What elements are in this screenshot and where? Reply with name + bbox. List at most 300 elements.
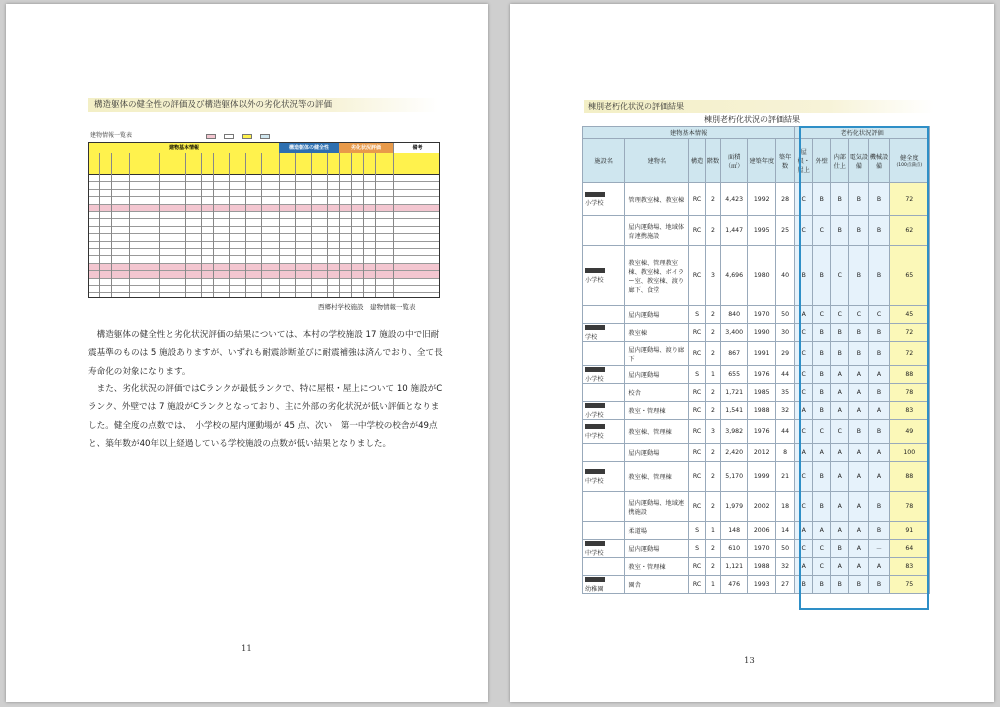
cell-building: 柔道場: [625, 522, 689, 540]
cell-wall: B: [813, 183, 831, 216]
cell-structure: S: [689, 540, 706, 558]
cell-age: 44: [776, 366, 795, 384]
cell-interior: B: [831, 342, 849, 366]
cell-wall: A: [813, 522, 831, 540]
cell-area: 840: [720, 306, 748, 324]
cell-structure: RC: [689, 444, 706, 462]
col-roof: 屋根・屋上: [795, 139, 813, 183]
paragraph-structural: 構造躯体の健全性と劣化状況評価の結果については、本村の学校施設 17 施設の中で旧耐震基準のものは 5 施設ありますが、いずれも耐震診断並びに耐震補強は済んでおり、全て長寿命化の対象になります。: [88, 330, 443, 377]
cell-structure: RC: [689, 216, 706, 246]
mini-table-row: [89, 219, 439, 226]
cell-electric: A: [849, 384, 869, 402]
table-caption: 棟別老朽化状況の評価結果: [704, 115, 800, 124]
table-row: [583, 444, 930, 462]
cell-area: 476: [720, 576, 748, 594]
cell-score: 49: [889, 420, 929, 444]
cell-facility: [583, 246, 625, 306]
table-row: [583, 402, 930, 420]
cell-age: 21: [776, 462, 795, 492]
cell-wall: C: [813, 540, 831, 558]
cell-area: 5,170: [720, 462, 748, 492]
cell-roof: A: [795, 558, 813, 576]
facility-name: 幼稚園: [585, 585, 604, 593]
cell-structure: RC: [689, 342, 706, 366]
cell-facility: [583, 420, 625, 444]
col-structure: 構造: [689, 139, 706, 183]
col-electric: 電気設備: [849, 139, 869, 183]
cell-floors: 2: [706, 444, 721, 462]
cell-mechanical: B: [869, 576, 889, 594]
cell-mechanical: A: [869, 366, 889, 384]
cell-area: 867: [720, 342, 748, 366]
col-floors: 階数: [706, 139, 721, 183]
cell-building: 屋内運動場、渡り廊下: [625, 342, 689, 366]
cell-building: 管理教室棟、教室棟: [625, 183, 689, 216]
cell-roof: C: [795, 324, 813, 342]
group-header-basic: 建物基本情報: [583, 127, 795, 139]
cell-year: 1970: [748, 540, 776, 558]
cell-mechanical: B: [869, 246, 889, 306]
mini-table-gridline: [159, 153, 160, 297]
mini-band-basic: 建物基本情報: [89, 143, 279, 153]
mini-table-subheader: [89, 153, 439, 175]
section-heading: 構造躯体の健全性の評価及び構造躯体以外の劣化状況等の評価: [88, 98, 438, 112]
cell-year: 1980: [748, 246, 776, 306]
cell-year: 2012: [748, 444, 776, 462]
cell-electric: B: [849, 324, 869, 342]
cell-area: 610: [720, 540, 748, 558]
cell-score: 72: [889, 324, 929, 342]
mini-table-gridline: [245, 153, 246, 297]
cell-roof: B: [795, 576, 813, 594]
cell-floors: 2: [706, 306, 721, 324]
cell-building: 教室棟、管理棟: [625, 420, 689, 444]
cell-area: 1,447: [720, 216, 748, 246]
cell-score: 83: [889, 402, 929, 420]
cell-building: 園舎: [625, 576, 689, 594]
cell-wall: B: [813, 462, 831, 492]
cell-year: 1995: [748, 216, 776, 246]
cell-mechanical: A: [869, 402, 889, 420]
cell-area: 1,721: [720, 384, 748, 402]
cell-floors: 1: [706, 366, 721, 384]
mini-table-gridline: [351, 153, 352, 297]
cell-wall: B: [813, 576, 831, 594]
mini-table-source: 西郷村学校施設 建物情報一覧表: [318, 303, 416, 311]
cell-facility: [583, 324, 625, 342]
document-page-right: [510, 4, 994, 702]
mini-table-legend: [206, 133, 272, 139]
cell-year: 1988: [748, 402, 776, 420]
facility-name: 中学校: [585, 549, 604, 557]
mini-table-gridline: [327, 153, 328, 297]
cell-facility: [583, 384, 625, 402]
cell-roof: A: [795, 402, 813, 420]
cell-roof: A: [795, 522, 813, 540]
cell-interior: B: [831, 576, 849, 594]
redaction-mark: [585, 577, 605, 582]
cell-roof: A: [795, 306, 813, 324]
cell-wall: B: [813, 324, 831, 342]
mini-table-row: [89, 242, 439, 249]
page-number-left: 11: [241, 644, 252, 654]
cell-interior: A: [831, 492, 849, 522]
mini-table-row: [89, 197, 439, 204]
cell-wall: B: [813, 402, 831, 420]
cell-interior: A: [831, 522, 849, 540]
cell-floors: 2: [706, 462, 721, 492]
cell-year: 1976: [748, 420, 776, 444]
cell-age: 28: [776, 183, 795, 216]
cell-roof: A: [795, 444, 813, 462]
cell-floors: 2: [706, 492, 721, 522]
cell-year: 1988: [748, 558, 776, 576]
col-building: 建物名: [625, 139, 689, 183]
table-row: [583, 576, 930, 594]
cell-score: 64: [889, 540, 929, 558]
cell-roof: B: [795, 246, 813, 306]
cell-floors: 2: [706, 183, 721, 216]
mini-table-row: [89, 279, 439, 286]
mini-table-row: [89, 205, 439, 212]
cell-score: 75: [889, 576, 929, 594]
cell-score: 72: [889, 183, 929, 216]
mini-table-caption: 建物情報一覧表: [90, 132, 133, 139]
cell-wall: C: [813, 420, 831, 444]
cell-facility: [583, 492, 625, 522]
cell-mechanical: A: [869, 444, 889, 462]
cell-interior: B: [831, 324, 849, 342]
cell-floors: 2: [706, 540, 721, 558]
facility-name: 中学校: [585, 432, 604, 440]
table-row: [583, 384, 930, 402]
mini-table-gridline: [311, 153, 312, 297]
table-row: [583, 183, 930, 216]
redaction-mark: [585, 424, 605, 429]
cell-interior: B: [831, 540, 849, 558]
mini-table-gridline: [375, 153, 376, 297]
group-header-eval: 老朽化状況評価: [795, 127, 930, 139]
redaction-mark: [585, 325, 605, 330]
cell-year: 1992: [748, 183, 776, 216]
cell-interior: A: [831, 444, 849, 462]
cell-floors: 3: [706, 420, 721, 444]
facility-name: 小学校: [585, 276, 604, 284]
cell-electric: B: [849, 216, 869, 246]
cell-age: 50: [776, 306, 795, 324]
cell-score: 65: [889, 246, 929, 306]
mini-table-row: [89, 190, 439, 197]
cell-year: 1976: [748, 366, 776, 384]
cell-structure: RC: [689, 324, 706, 342]
cell-electric: C: [849, 306, 869, 324]
cell-score: 91: [889, 522, 929, 540]
table-row: [583, 216, 930, 246]
cell-interior: B: [831, 216, 849, 246]
cell-age: 32: [776, 402, 795, 420]
mini-table-row: [89, 175, 439, 182]
cell-wall: B: [813, 246, 831, 306]
cell-interior: B: [831, 183, 849, 216]
cell-structure: RC: [689, 576, 706, 594]
cell-floors: 3: [706, 246, 721, 306]
table-row: [583, 558, 930, 576]
cell-mechanical: A: [869, 558, 889, 576]
document-page-left: [6, 4, 488, 702]
cell-facility: [583, 462, 625, 492]
cell-building: 教室棟、管理棟: [625, 462, 689, 492]
cell-area: 3,400: [720, 324, 748, 342]
cell-age: 40: [776, 246, 795, 306]
cell-area: 4,696: [720, 246, 748, 306]
page-number-right: 13: [744, 656, 755, 666]
cell-structure: RC: [689, 246, 706, 306]
cell-facility: [583, 576, 625, 594]
cell-electric: A: [849, 402, 869, 420]
cell-facility: [583, 522, 625, 540]
table-row: [583, 366, 930, 384]
cell-facility: [583, 183, 625, 216]
col-score: [889, 139, 929, 183]
mini-table-gridline: [393, 153, 394, 297]
table-row: [583, 492, 930, 522]
facility-name: 中学校: [585, 477, 604, 485]
cell-electric: B: [849, 183, 869, 216]
cell-building: 屋内運動場: [625, 540, 689, 558]
cell-wall: C: [813, 306, 831, 324]
cell-year: 1990: [748, 324, 776, 342]
mini-band-structure: 構造躯体の健全性: [279, 143, 339, 153]
cell-structure: RC: [689, 402, 706, 420]
cell-building: 教室棟、管理教室棟、教室棟、ボイラー室、教室棟、渡り廊下、食堂: [625, 246, 689, 306]
cell-electric: A: [849, 492, 869, 522]
col-score-label: 健全度: [900, 155, 919, 162]
mini-table-gridline: [213, 153, 214, 297]
cell-mechanical: B: [869, 384, 889, 402]
cell-wall: B: [813, 492, 831, 522]
cell-score: 88: [889, 462, 929, 492]
cell-mechanical: B: [869, 324, 889, 342]
cell-roof: C: [795, 462, 813, 492]
cell-electric: B: [849, 342, 869, 366]
paragraph-deterioration: また、劣化状況の評価ではCランクが最低ランクで、特に屋根・屋上について 10 施設がCランク、外壁では 7 施設がCランクとなっており、主に外部の劣化状況が低い評価となりました。健全度の点数では、 小学校の屋内運動場が 45 点、次い 第一中学校の校舎が49点と、築年数が40年以上経過している学校施設の点数が低い結果となりました。: [88, 384, 443, 450]
cell-electric: B: [849, 576, 869, 594]
mini-table-gridline: [185, 153, 186, 297]
redaction-mark: [585, 268, 605, 273]
table-row: [583, 540, 930, 558]
col-wall: 外壁: [813, 139, 831, 183]
cell-structure: RC: [689, 420, 706, 444]
cell-score: 83: [889, 558, 929, 576]
cell-electric: B: [849, 420, 869, 444]
redaction-mark: [585, 469, 605, 474]
cell-building: 教室・管理棟: [625, 402, 689, 420]
cell-facility: [583, 444, 625, 462]
col-age: 築年数: [776, 139, 795, 183]
mini-table-gridline: [201, 153, 202, 297]
cell-electric: A: [849, 444, 869, 462]
cell-roof: C: [795, 183, 813, 216]
mini-table-gridline: [339, 153, 340, 297]
table-row: [583, 462, 930, 492]
cell-age: 29: [776, 342, 795, 366]
cell-facility: [583, 306, 625, 324]
cell-mechanical: B: [869, 492, 889, 522]
cell-age: 18: [776, 492, 795, 522]
cell-floors: 2: [706, 384, 721, 402]
cell-mechanical: B: [869, 342, 889, 366]
cell-area: 3,982: [720, 420, 748, 444]
cell-floors: 1: [706, 522, 721, 540]
cell-wall: B: [813, 342, 831, 366]
cell-roof: C: [795, 342, 813, 366]
cell-area: 4,423: [720, 183, 748, 216]
cell-building: 校舎: [625, 384, 689, 402]
cell-structure: RC: [689, 384, 706, 402]
cell-interior: A: [831, 462, 849, 492]
cell-score: 78: [889, 384, 929, 402]
col-area: 面積（㎡）: [720, 139, 748, 183]
cell-floors: 1: [706, 576, 721, 594]
table-row: [583, 306, 930, 324]
cell-area: 148: [720, 522, 748, 540]
mini-table-gridline: [229, 153, 230, 297]
cell-interior: C: [831, 306, 849, 324]
mini-table-row: [89, 182, 439, 189]
facility-name: 小学校: [585, 200, 604, 207]
cell-mechanical: C: [869, 306, 889, 324]
cell-electric: B: [849, 246, 869, 306]
cell-roof: C: [795, 540, 813, 558]
cell-year: 1985: [748, 384, 776, 402]
col-interior: 内部仕上: [831, 139, 849, 183]
table-row: [583, 342, 930, 366]
cell-mechanical: B: [869, 420, 889, 444]
mini-band-deterioration: 劣化状況評価: [339, 143, 393, 153]
cell-area: 1,541: [720, 402, 748, 420]
cell-wall: B: [813, 366, 831, 384]
mini-table-gridline: [363, 153, 364, 297]
cell-interior: C: [831, 420, 849, 444]
cell-score: 62: [889, 216, 929, 246]
building-info-mini-table: [88, 142, 440, 298]
cell-score: 45: [889, 306, 929, 324]
cell-structure: S: [689, 306, 706, 324]
cell-electric: A: [849, 522, 869, 540]
cell-roof: C: [795, 384, 813, 402]
cell-structure: S: [689, 366, 706, 384]
mini-table-row: [89, 227, 439, 234]
cell-facility: [583, 540, 625, 558]
redaction-mark: [585, 367, 605, 372]
cell-structure: S: [689, 522, 706, 540]
mini-table-gridline: [111, 153, 112, 297]
cell-age: 32: [776, 558, 795, 576]
cell-facility: [583, 342, 625, 366]
mini-table-row: [89, 264, 439, 271]
col-score-note: (100点満点): [896, 163, 923, 168]
cell-age: 25: [776, 216, 795, 246]
cell-floors: 2: [706, 402, 721, 420]
mini-table-row: [89, 286, 439, 293]
cell-building: 屋内運動場: [625, 366, 689, 384]
mini-table-row: [89, 271, 439, 278]
cell-mechanical: B: [869, 216, 889, 246]
cell-roof: C: [795, 366, 813, 384]
cell-interior: C: [831, 246, 849, 306]
cell-building: 教室棟: [625, 324, 689, 342]
table-row: [583, 420, 930, 444]
facility-name: 小学校: [585, 411, 604, 419]
redaction-mark: [585, 541, 605, 546]
table-row: [583, 522, 930, 540]
cell-age: 8: [776, 444, 795, 462]
cell-floors: 2: [706, 216, 721, 246]
cell-facility: [583, 216, 625, 246]
cell-year: 1999: [748, 462, 776, 492]
mini-band-notes: 備考: [393, 143, 440, 153]
cell-interior: A: [831, 402, 849, 420]
cell-area: 2,420: [720, 444, 748, 462]
cell-year: 1993: [748, 576, 776, 594]
col-facility: 施設名: [583, 139, 625, 183]
facility-name: 小学校: [585, 375, 604, 383]
table-row: [583, 324, 930, 342]
cell-roof: C: [795, 216, 813, 246]
cell-age: 50: [776, 540, 795, 558]
cell-wall: C: [813, 558, 831, 576]
cell-structure: RC: [689, 183, 706, 216]
cell-mechanical: A: [869, 462, 889, 492]
cell-age: 44: [776, 420, 795, 444]
redaction-mark: [585, 403, 605, 408]
cell-wall: A: [813, 444, 831, 462]
cell-interior: A: [831, 366, 849, 384]
cell-year: 2002: [748, 492, 776, 522]
cell-area: 1,979: [720, 492, 748, 522]
cell-floors: 2: [706, 342, 721, 366]
cell-facility: [583, 558, 625, 576]
cell-building: 屋内運動場、地域連携施設: [625, 492, 689, 522]
mini-table-gridline: [99, 153, 100, 297]
cell-building: 屋内運動場、地域体育連携施設: [625, 216, 689, 246]
cell-electric: A: [849, 462, 869, 492]
cell-roof: C: [795, 492, 813, 522]
cell-electric: A: [849, 558, 869, 576]
cell-interior: A: [831, 384, 849, 402]
cell-floors: 2: [706, 324, 721, 342]
table-row: [583, 246, 930, 306]
cell-wall: B: [813, 384, 831, 402]
evaluation-table: [582, 126, 930, 594]
cell-building: 教室・管理棟: [625, 558, 689, 576]
cell-year: 2006: [748, 522, 776, 540]
mini-table-row: [89, 234, 439, 241]
cell-mechanical: －: [869, 540, 889, 558]
cell-wall: C: [813, 216, 831, 246]
cell-structure: RC: [689, 492, 706, 522]
mini-table-gridline: [279, 153, 280, 297]
cell-structure: RC: [689, 462, 706, 492]
section-heading: 棟別老朽化状況の評価結果: [584, 100, 934, 113]
col-year: 建築年度: [748, 139, 776, 183]
facility-name: 学校: [585, 333, 598, 341]
cell-facility: [583, 402, 625, 420]
col-mechanical: 機械設備: [869, 139, 889, 183]
cell-score: 100: [889, 444, 929, 462]
mini-table-gridline: [295, 153, 296, 297]
cell-building: 屋内運動場: [625, 444, 689, 462]
